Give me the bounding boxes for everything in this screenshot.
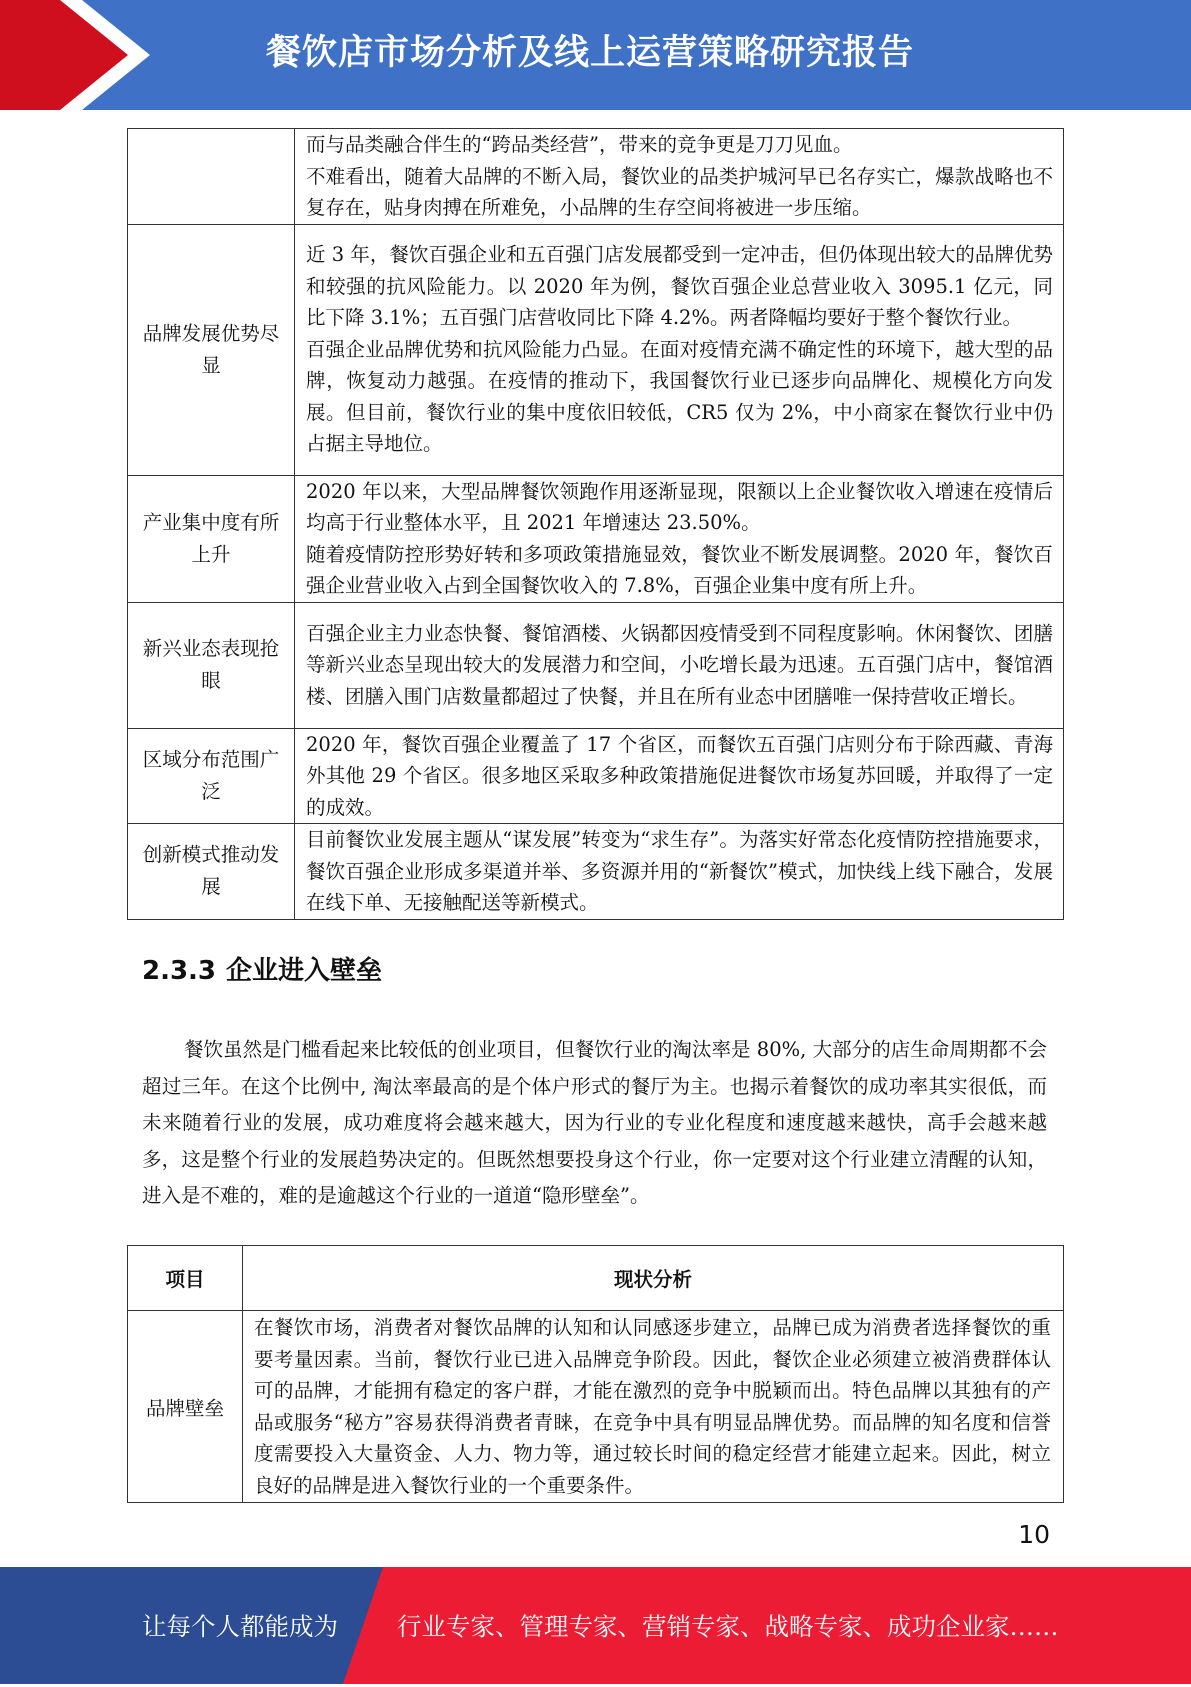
- column-header-analysis: 现状分析: [243, 1246, 1064, 1311]
- row-paragraph: 而与品类融合伴生的“跨品类经营”，带来的竞争更是刀刀见血。: [306, 133, 853, 156]
- row-paragraph: 近 3 年，餐饮百强企业和五百强门店发展都受到一定冲击，但仍体现出较大的品牌优势和较强的抗风险能力。以 2020 年为例，餐饮百强企业总营业收入 3095.1 亿元，同比下降 3.1%；五百强门店营收同比下降 4.2%。两者降幅均要好于整个餐饮行业。: [306, 243, 1053, 330]
- page-footer: [0, 1567, 1191, 1684]
- table-header-row: [128, 1246, 1064, 1311]
- section-heading: [142, 950, 382, 987]
- table-row: [128, 824, 1064, 920]
- row-content: [295, 602, 1064, 728]
- table-row: [128, 728, 1064, 824]
- row-label: 新兴业态表现抢眼: [128, 602, 295, 728]
- row-content: [295, 224, 1064, 475]
- row-paragraph: 目前餐饮业发展主题从“谋发展”转变为“求生存”。为落实好常态化疫情防控措施要求，餐饮百强企业形成多渠道并举、多资源并用的“新餐饮”模式，加快线上线下融合，发展在线下单、无接触配送等新模式。: [306, 828, 1053, 914]
- trends-table: [127, 128, 1064, 920]
- footer-slogan-left: 让每个人都能成为: [142, 1612, 338, 1641]
- table-row: [128, 1311, 1064, 1503]
- row-content: [295, 728, 1064, 824]
- row-content: [295, 475, 1064, 602]
- row-label: 品牌壁垒: [128, 1311, 243, 1503]
- footer-slogan-right: 行业专家、管理专家、营销专家、战略专家、成功企业家……: [397, 1612, 1059, 1641]
- row-paragraph: 2020 年，餐饮百强企业覆盖了 17 个省区，而餐饮五百强门店则分布于除西藏、青海外其他 29 个省区。很多地区采取多种政策措施促进餐饮市场复苏回暖，并取得了一定的成效。: [306, 732, 1053, 819]
- table-row: [128, 129, 1064, 225]
- section-number: 2.3.3: [142, 956, 217, 986]
- row-paragraph: 2020 年以来，大型品牌餐饮领跑作用逐渐显现，限额以上企业餐饮收入增速在疫情后均高于行业整体水平，且 2021 年增速达 23.50%。: [306, 479, 1053, 534]
- row-paragraph: 不难看出，随着大品牌的不断入局，餐饮业的品类护城河早已名存实亡，爆款战略也不复存在，贴身肉搏在所难免，小品牌的生存空间将被进一步压缩。: [306, 164, 1053, 219]
- row-label: [128, 129, 295, 225]
- row-content: [295, 824, 1064, 920]
- page-number: 10: [1018, 1520, 1050, 1549]
- row-paragraph: 随着疫情防控形势好转和多项政策措施显效，餐饮业不断发展调整。2020 年，餐饮百强企业营业收入占到全国餐饮收入的 7.8%，百强企业集中度有所上升。: [306, 542, 1053, 597]
- report-title: 餐饮店市场分析及线上运营策略研究报告: [265, 33, 914, 73]
- row-content: 在餐饮市场，消费者对餐饮品牌的认知和认同感逐步建立，品牌已成为消费者选择餐饮的重要考量因素。当前，餐饮行业已进入品牌竞争阶段。因此，餐饮企业必须建立被消费群体认可的品牌，才能拥有稳定的客户群，才能在激烈的竞争中脱颖而出。特色品牌以其独有的产品或服务“秘方”容易获得消费者青睐，在竞争中具有明显品牌优势。而品牌的知名度和信誉度需要投入大量资金、人力、物力等，通过较长时间的稳定经营才能建立起来。因此，树立良好的品牌是进入餐饮行业的一个重要条件。: [243, 1311, 1064, 1503]
- table-row: [128, 475, 1064, 602]
- barriers-table: [127, 1245, 1064, 1503]
- row-paragraph: 百强企业品牌优势和抗风险能力凸显。在面对疫情充满不确定性的环境下，越大型的品牌，恢复动力越强。在疫情的推动下，我国餐饮行业已逐步向品牌化、规模化方向发展。但目前，餐饮行业的集中度依旧较低，CR5 仅为 2%，中小商家在餐饮行业中仍占据主导地位。: [306, 337, 1053, 456]
- row-label: 产业集中度有所上升: [128, 475, 295, 602]
- row-paragraph: 百强企业主力业态快餐、餐馆酒楼、火锅都因疫情受到不同程度影响。休闲餐饮、团膳等新兴业态呈现出较大的发展潜力和空间，小吃增长最为迅速。五百强门店中，餐馆酒楼、团膳入围门店数量都超过了快餐，并且在所有业态中团膳唯一保持营收正增长。: [306, 621, 1053, 708]
- row-label: 区域分布范围广泛: [128, 728, 295, 824]
- column-header-item: 项目: [128, 1246, 243, 1311]
- table-row: [128, 224, 1064, 475]
- table-row: [128, 602, 1064, 728]
- body-paragraph: 餐饮虽然是门槛看起来比较低的创业项目，但餐饮行业的淘汰率是 80%, 大部分的店生命周期都不会超过三年。在这个比例中, 淘汰率最高的是个体户形式的餐厅为主。也揭示着餐饮的成功率其实很低，而未来随着行业的发展，成功难度将会越来越大，因为行业的专业化程度和速度越来越快，高手会越来越多，这是整个行业的发展趋势决定的。但既然想要投身这个行业，你一定要对这个行业建立清醒的认知，进入是不难的，难的是逾越这个行业的一道道“隐形壁垒”。: [142, 1038, 1047, 1207]
- row-content: [295, 129, 1064, 225]
- page-header: [0, 0, 1191, 110]
- row-label: 创新模式推动发展: [128, 824, 295, 920]
- section-title: 企业进入壁垒: [226, 956, 383, 986]
- row-label: 品牌发展优势尽显: [128, 224, 295, 475]
